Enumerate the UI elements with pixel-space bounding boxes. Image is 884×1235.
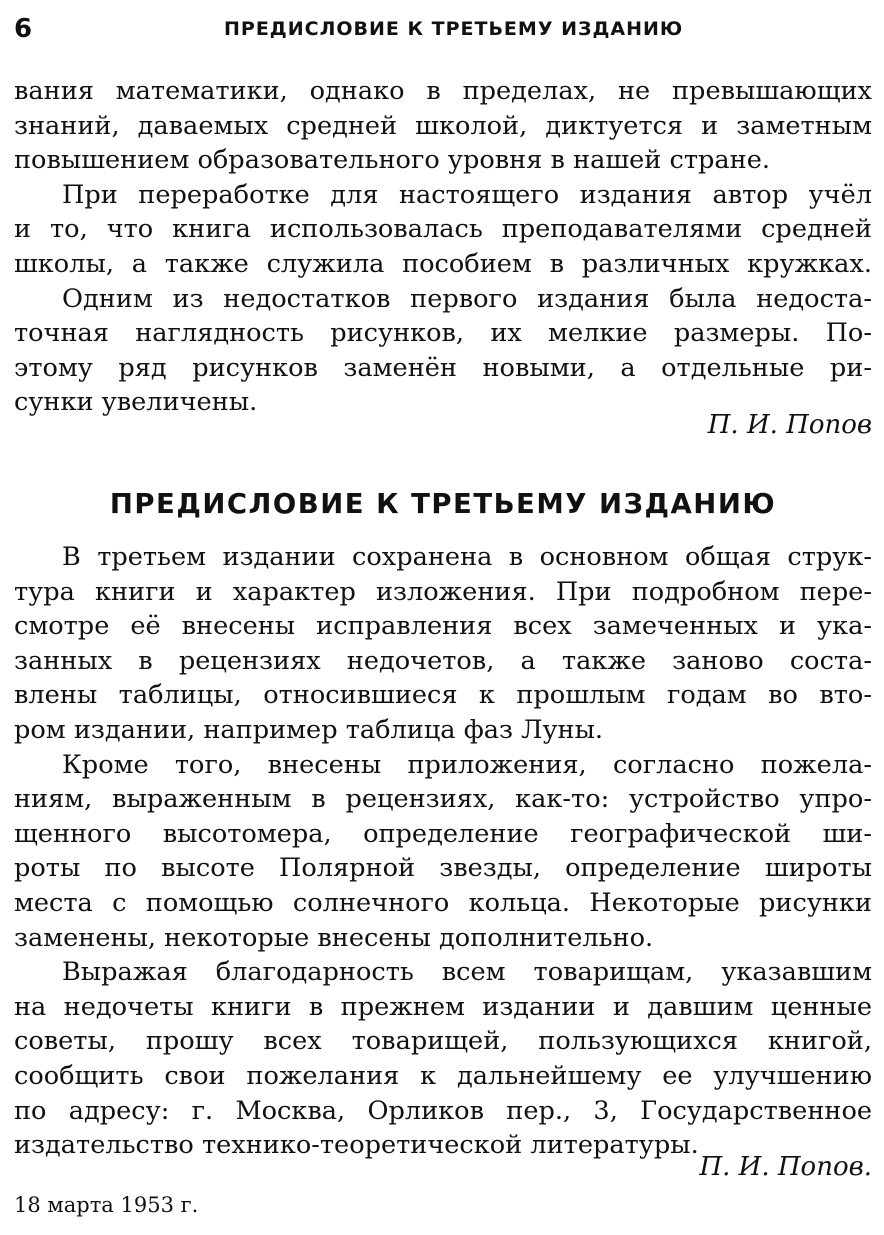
text-line: роты по высоте Полярной звезды, определение широты <box>14 853 872 884</box>
text-line: влены таблицы, относившиеся к прошлым годам во вто- <box>14 680 872 711</box>
text-line: сунки увеличены. <box>14 387 258 418</box>
text-line: на недочеты книги в прежнем издании и давшим ценные <box>14 991 872 1022</box>
text-line: точная наглядность рисунков, их мелкие размеры. По- <box>14 318 872 349</box>
running-title: ПРЕДИСЛОВИЕ К ТРЕТЬЕМУ ИЗДАНИЮ <box>224 18 684 40</box>
text-line: занных в рецензиях недочетов, а также заново соста- <box>14 645 872 676</box>
text-line: Кроме того, внесены приложения, согласно пожела- <box>62 749 872 780</box>
page-number: 6 <box>14 14 33 44</box>
text-line: советы, прошу всех товарищей, пользующихся книгой, <box>14 1026 872 1057</box>
text-line: места с помощью солнечного кольца. Некоторые рисунки <box>14 887 872 918</box>
text-line: При переработке для настоящего издания автор учёл <box>62 179 872 210</box>
text-line: этому ряд рисунков заменён новыми, а отдельные ри- <box>14 352 872 383</box>
text-line: ром издании, например таблица фаз Луны. <box>14 714 604 745</box>
third-preface-text <box>14 540 872 1163</box>
text-line: вания математики, однако в пределах, не превышающих <box>14 76 872 106</box>
text-line: заменены, некоторые внесены дополнительно. <box>14 922 654 953</box>
text-line: школы, а также служила пособием в различных кружках. <box>14 248 872 279</box>
text-line: знаний, даваемых средней школой, диктуется и заметным <box>14 110 872 141</box>
text-line: по адресу: г. Москва, Орликов пер., 3, Государственное <box>14 1095 872 1126</box>
book-page <box>14 10 872 1225</box>
text-line: ниям, выраженным в рецензиях, как-то: устройство упро- <box>14 784 872 815</box>
text-line: смотре её внесены исправления всех замеченных и ука- <box>14 611 872 642</box>
text-line: и то, что книга использовалась преподавателями средней <box>14 214 872 245</box>
running-head <box>14 14 872 44</box>
text-line: Выражая благодарность всем товарищам, указавшим <box>62 957 872 988</box>
text-line: повышением образовательного уровня в нашей стране. <box>14 145 770 176</box>
text-line: Одним из недостатков первого издания была недоста- <box>62 283 872 314</box>
previous-preface-text <box>14 74 872 420</box>
text-line: В третьем издании сохранена в основном общая струк- <box>62 542 872 572</box>
text-line: тура книги и характер изложения. При подробном пере- <box>14 576 872 607</box>
preface-date: 18 марта 1953 г. <box>14 1193 199 1217</box>
text-line: издательство технико-теоретической литературы. <box>14 1130 699 1161</box>
text-line: сообщить свои пожелания к дальнейшему ее улучшению <box>14 1060 872 1091</box>
text-line: щенного высотомера, определение географической ши- <box>14 818 872 849</box>
third-preface-signature: П. И. Попов. <box>699 1152 872 1182</box>
previous-preface-signature: П. И. Попов <box>707 410 872 440</box>
section-title: ПРЕДИСЛОВИЕ К ТРЕТЬЕМУ ИЗДАНИЮ <box>109 488 777 520</box>
